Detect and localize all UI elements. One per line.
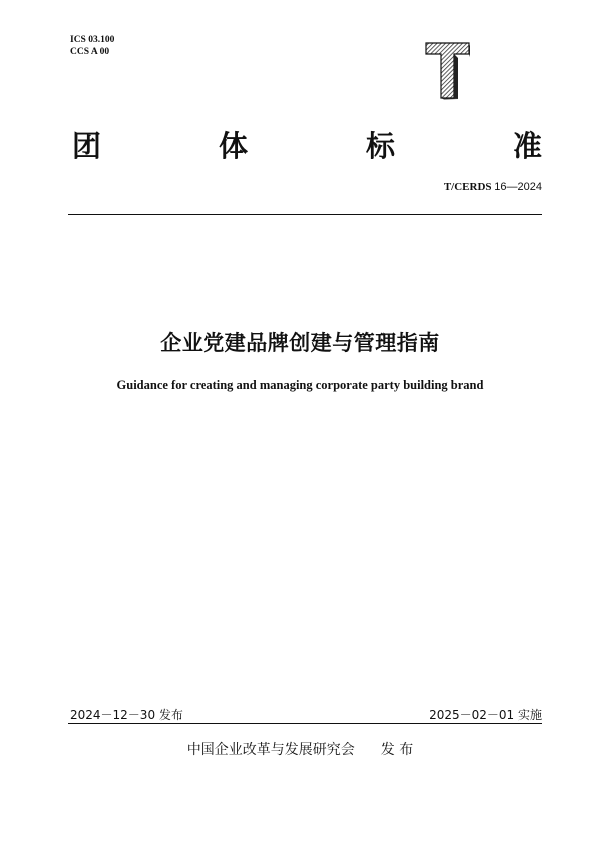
standard-code-number: 16—2024 (494, 181, 542, 193)
classification-codes (70, 34, 114, 58)
standard-type-char: 标 (365, 129, 395, 163)
ccs-code: CCS A 00 (70, 47, 110, 57)
standard-type-char: 准 (512, 129, 542, 163)
footer-divider (68, 723, 542, 724)
publisher-line (0, 739, 600, 759)
implementation-date: 2025－02－01 实施 (429, 708, 542, 722)
standard-type-char: 体 (218, 129, 248, 163)
document-title-chinese: 企业党建品牌创建与管理指南 (160, 331, 440, 355)
publisher-action: 发 布 (380, 742, 414, 758)
document-title-english: Guidance for creating and managing corporate party building brand (116, 378, 484, 392)
ics-code: ICS 03.100 (70, 35, 115, 45)
standard-code-prefix: T/CERDS (443, 181, 492, 193)
standard-type-char: 团 (72, 129, 102, 163)
publisher-organization: 中国企业改革与发展研究会 (186, 742, 355, 758)
standard-type-t-logo-icon (425, 42, 471, 100)
standard-type-heading (72, 124, 542, 163)
standard-number (444, 181, 542, 193)
header-divider (68, 214, 542, 215)
publish-date: 2024－12－30 发布 (70, 708, 183, 722)
